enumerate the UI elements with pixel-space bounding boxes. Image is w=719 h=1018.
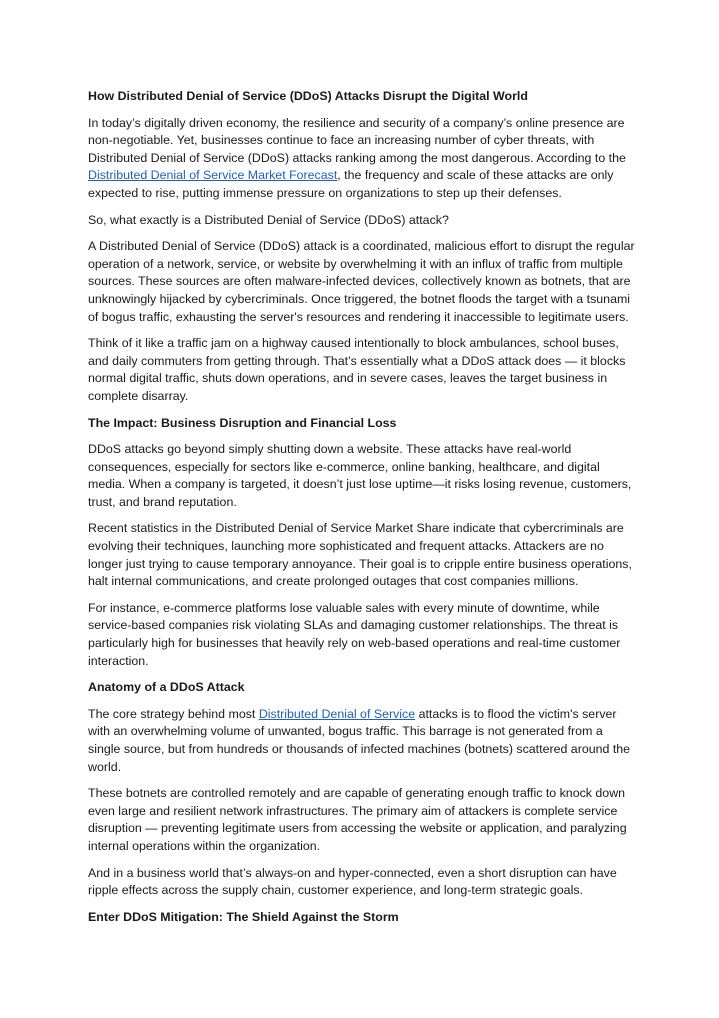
analogy-paragraph: Think of it like a traffic jam on a highway caused intentionally to block ambulances, school buses, and daily commuters from getting through. That’s essentially what a DDoS attack does — it blocks normal digital traffic, shuts down operations, and in severe cases, leaves the target business in complete disarray.	[88, 336, 626, 403]
impact-paragraph-2: Recent statistics in the Distributed Denial of Service Market Share indicate that cybercriminals are evolving their techniques, launching more sophisticated and frequent attacks. Attackers are no longer just trying to cause temporary annoyance. Their goal is to cripple entire business operations, halt internal communications, and create prolonged outages that cost companies millions.	[88, 521, 632, 589]
mitigation-heading: Enter DDoS Mitigation: The Shield Against the Storm	[88, 909, 399, 924]
anatomy-text-after: attacks is to flood the victim's server with an overwhelming volume of unwanted, bogus traffic. This barrage is not generated from a single source, but from hundreds or thousands of infected machines (botnets) scattered around the world.	[88, 706, 631, 774]
impact-paragraph-1: DDoS attacks go beyond simply shutting down a website. These attacks have real-world consequences, especially for sectors like e-commerce, online banking, healthcare, and digital media. When a company is targeted, it doesn’t just lose uptime—it risks losing revenue, customers, trust, and brand reputation.	[88, 442, 632, 509]
definition-paragraph: A Distributed Denial of Service (DDoS) attack is a coordinated, malicious effort to disrupt the regular operation of a network, service, or website by overwhelming it with an influx of traffic from multiple sources. These sources are often malware-infected devices, collectively known as botnets, that are unknowingly hijacked by cybercriminals. Once triggered, the botnet floods the target with a tsunami of bogus traffic, exhausting the server's resources and rendering it inaccessible to legitimate users.	[88, 239, 635, 324]
intro-text-after: , the frequency and scale of these attacks are only expected to rise, putting immense pressure on organizations to step up their defenses.	[88, 168, 614, 200]
anatomy-paragraph-3: And in a business world that’s always-on and hyper-connected, even a short disruption can have ripple effects across the supply chain, customer experience, and long-term strategic goals.	[88, 865, 617, 898]
intro-text-before: In today’s digitally driven economy, the resilience and security of a company’s online presence are non-negotiable. Yet, businesses continue to face an increasing number of cyber threats, with Distributed Denial of Service (DDoS) attacks ranking among the most dangerous. According to the	[88, 115, 626, 165]
anatomy-paragraph-2: These botnets are controlled remotely and are capable of generating enough traffic to knock down even large and resilient network infrastructures. The primary aim of attackers is complete service disruption — preventing legitimate users from accessing the website or application, and paralyzing internal operations within the organization.	[88, 786, 627, 853]
document-title: How Distributed Denial of Service (DDoS) Attacks Disrupt the Digital World	[88, 89, 528, 103]
question-paragraph: So, what exactly is a Distributed Denial of Service (DDoS) attack?	[88, 212, 449, 227]
ddos-link[interactable]: Distributed Denial of Service	[258, 706, 416, 721]
impact-heading: The Impact: Business Disruption and Financial Loss	[88, 415, 397, 430]
impact-paragraph-3: For instance, e-commerce platforms lose valuable sales with every minute of downtime, while service-based companies risk violating SLAs and damaging customer relationships. The threat is particularly high for businesses that heavily rely on web-based operations and real-time customer interaction.	[88, 600, 621, 668]
market-forecast-link[interactable]: Distributed Denial of Service Market Forecast	[88, 168, 338, 183]
anatomy-paragraph-1	[88, 706, 635, 776]
intro-paragraph	[88, 115, 635, 203]
anatomy-heading: Anatomy of a DDoS Attack	[88, 680, 245, 695]
anatomy-text-before: The core strategy behind most	[88, 706, 259, 721]
